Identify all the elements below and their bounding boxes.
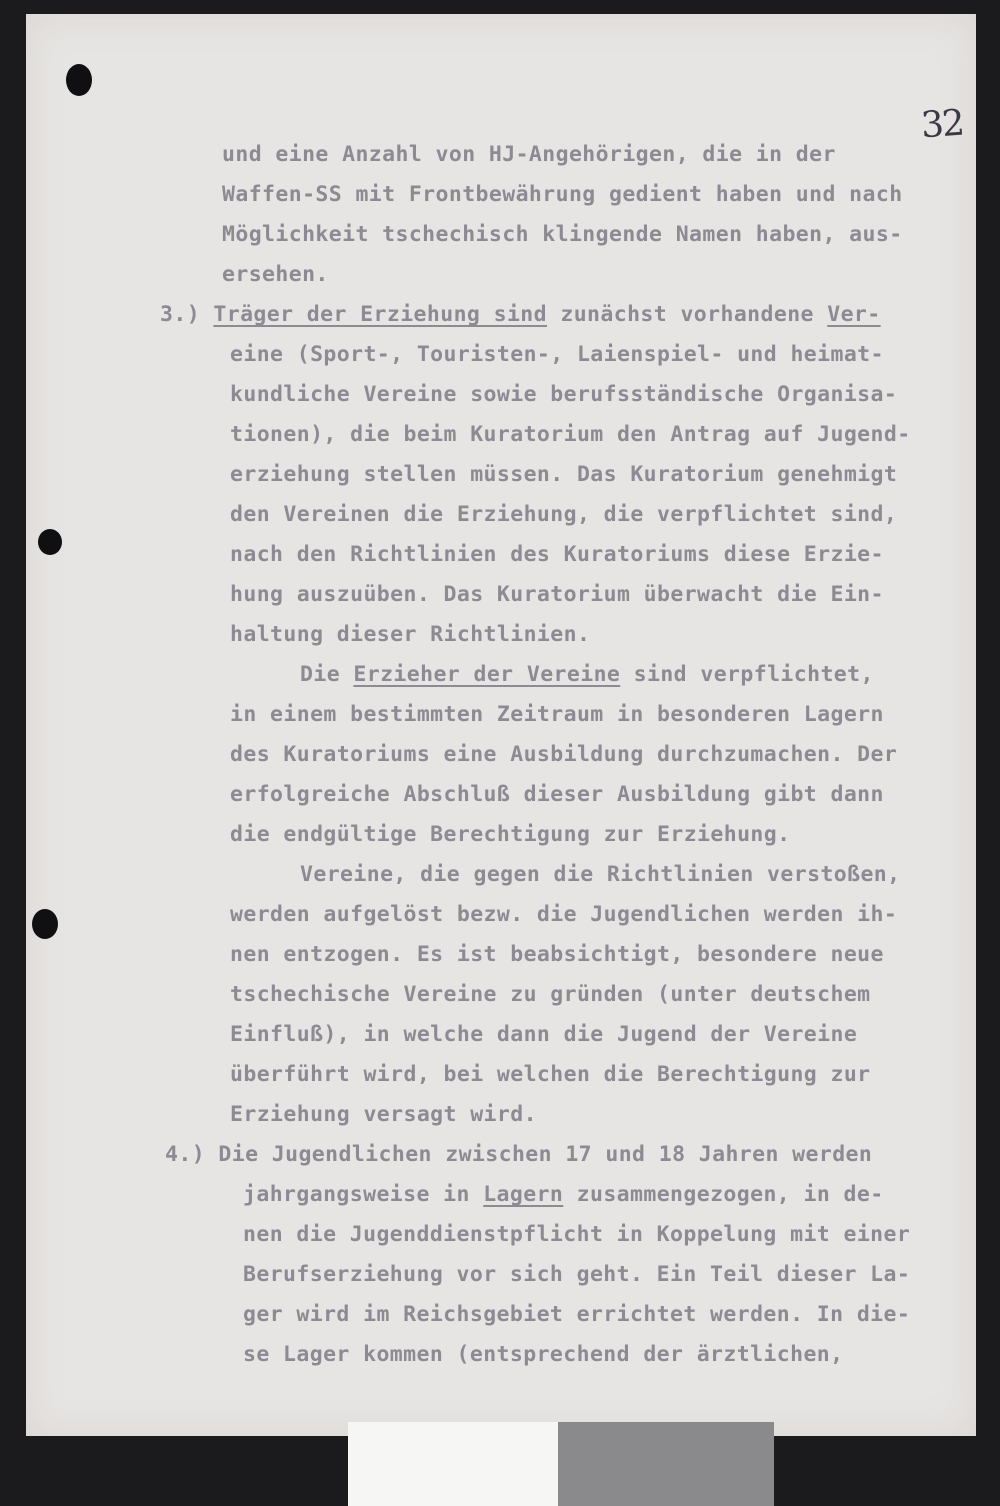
- text-line: [300, 862, 900, 887]
- text-segment: überführt wird, bei welchen die Berechtigung zur: [230, 1062, 871, 1087]
- punch-hole: [32, 909, 58, 939]
- text-segment: 3.): [160, 302, 214, 327]
- text-segment: werden aufgelöst bezw. die Jugendlichen werden ih-: [230, 902, 898, 927]
- text-line: [243, 1302, 910, 1327]
- text-line: [230, 582, 884, 607]
- text-line: [243, 1342, 843, 1367]
- text-segment: des Kuratoriums eine Ausbildung durchzumachen. Der: [230, 742, 898, 767]
- text-segment: ger wird im Reichsgebiet errichtet werden. In die-: [243, 1302, 911, 1327]
- text-segment: hung auszuüben. Das Kuratorium überwacht die Ein-: [230, 582, 884, 607]
- text-line: [300, 662, 874, 687]
- text-segment: Waffen-SS mit Frontbewährung gedient haben und nach: [222, 182, 903, 207]
- text-segment: die endgültige Berechtigung zur Erziehung.: [230, 822, 791, 847]
- text-line: [230, 782, 884, 807]
- text-segment: Einfluß), in welche dann die Jugend der Vereine: [230, 1022, 858, 1047]
- text-segment: Vereine, die gegen die Richtlinien verstoßen,: [300, 862, 901, 887]
- text-line: [243, 1182, 884, 1207]
- text-segment: zusammengezogen, in de-: [563, 1182, 884, 1207]
- text-segment: nach den Richtlinien des Kuratoriums diese Erzie-: [230, 542, 884, 567]
- text-line: [230, 1062, 871, 1087]
- text-segment: jahrgangsweise in: [243, 1182, 484, 1207]
- text-segment: kundliche Vereine sowie berufsständische Organisa-: [230, 382, 898, 407]
- underlined-text: Träger der Erziehung sind: [213, 302, 547, 327]
- text-line: [230, 822, 790, 847]
- text-line: [165, 1142, 872, 1167]
- text-segment: nen entzogen. Es ist beabsichtigt, besondere neue: [230, 942, 884, 967]
- text-segment: tschechische Vereine zu gründen (unter deutschem: [230, 982, 871, 1007]
- text-segment: zunächst vorhandene: [547, 302, 828, 327]
- text-segment: sind verpflichtet,: [620, 662, 874, 687]
- punch-hole: [66, 64, 92, 96]
- text-line: [230, 902, 897, 927]
- text-line: [243, 1222, 910, 1247]
- text-segment: ersehen.: [222, 262, 329, 287]
- text-line: [230, 1102, 537, 1127]
- text-line: [222, 182, 903, 207]
- text-line: [222, 142, 836, 167]
- underlined-text: Erzieher der Vereine: [353, 662, 621, 687]
- text-line: [230, 942, 884, 967]
- text-segment: erfolgreiche Abschluß dieser Ausbildung gibt dann: [230, 782, 884, 807]
- text-line: [230, 462, 897, 487]
- text-segment: tionen), die beim Kuratorium den Antrag auf Jugend-: [230, 422, 911, 447]
- text-line: [230, 342, 884, 367]
- text-segment: 4.) Die Jugendlichen zwischen 17 und 18 Jahren werden: [165, 1142, 873, 1167]
- underlined-text: Lagern: [483, 1182, 564, 1207]
- text-segment: eine (Sport-, Touristen-, Laienspiel- und heimat-: [230, 342, 884, 367]
- text-segment: erziehung stellen müssen. Das Kuratorium genehmigt: [230, 462, 898, 487]
- text-line: [243, 1262, 910, 1287]
- text-line: [160, 302, 881, 327]
- text-line: [230, 982, 871, 1007]
- text-line: [230, 702, 884, 727]
- text-line: [230, 502, 897, 527]
- text-segment: nen die Jugenddienstpflicht in Koppelung mit einer: [243, 1222, 911, 1247]
- text-segment: Möglichkeit tschechisch klingende Namen haben, aus-: [222, 222, 903, 247]
- document-page: [26, 14, 976, 1436]
- punch-hole: [38, 529, 62, 555]
- text-line: [230, 742, 897, 767]
- text-segment: Die: [300, 662, 354, 687]
- text-line: [230, 1022, 857, 1047]
- text-segment: den Vereinen die Erziehung, die verpflichtet sind,: [230, 502, 898, 527]
- text-segment: se Lager kommen (entsprechend der ärztlichen,: [243, 1342, 844, 1367]
- text-line: [230, 422, 911, 447]
- text-segment: Berufserziehung vor sich geht. Ein Teil dieser La-: [243, 1262, 911, 1287]
- text-segment: und eine Anzahl von HJ-Angehörigen, die in der: [222, 142, 836, 167]
- text-segment: in einem bestimmten Zeitraum in besonderen Lagern: [230, 702, 884, 727]
- underlined-text: Ver-: [827, 302, 881, 327]
- text-line: [230, 542, 884, 567]
- page-number: 32: [919, 102, 965, 147]
- text-segment: Erziehung versagt wird.: [230, 1102, 537, 1127]
- text-line: [222, 222, 903, 247]
- text-line: [230, 622, 590, 647]
- text-line: [230, 382, 897, 407]
- text-segment: haltung dieser Richtlinien.: [230, 622, 591, 647]
- text-line: [222, 262, 329, 287]
